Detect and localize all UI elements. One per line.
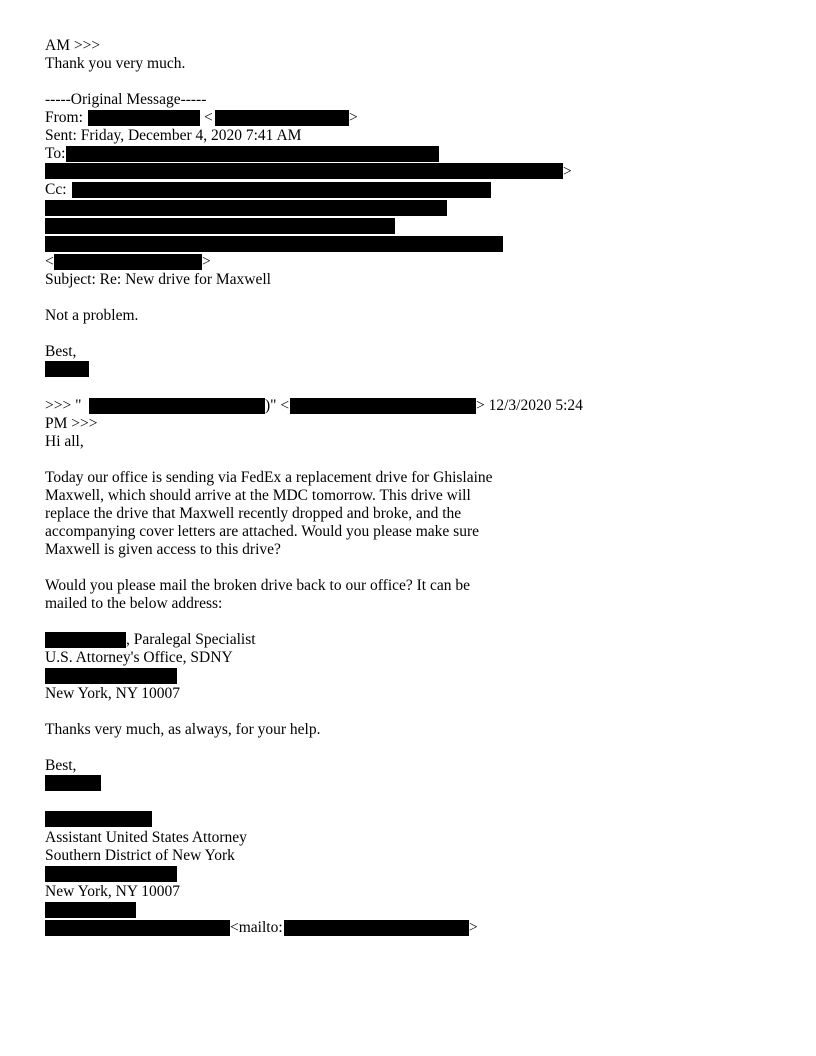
redaction-signoff-name-2: [45, 775, 101, 791]
cc-lt: <: [45, 253, 54, 270]
redaction-cc-3: [45, 218, 395, 234]
redaction-sig-phone: [45, 902, 136, 918]
redaction-cc-2: [45, 200, 447, 216]
quote-time-tail: PM >>>: [45, 415, 98, 432]
thanks-line: Thanks very much, as always, for your help.: [45, 721, 321, 738]
from-lt: <: [204, 109, 213, 126]
redaction-sig-email: [45, 920, 230, 936]
sig-city: New York, NY 10007: [45, 883, 181, 900]
redaction-cc-5: [54, 254, 202, 270]
redaction-address-street: [45, 668, 177, 684]
redaction-quote-name: [89, 398, 265, 414]
signoff-2: Best,: [45, 757, 77, 774]
paragraph-line: Would you please mail the broken drive back to our office? It can be: [45, 577, 470, 594]
redaction-quote-email: [290, 398, 476, 414]
quote-mid: )" <: [265, 397, 290, 414]
redaction-paralegal-name: [45, 632, 126, 648]
paragraph-line: replace the drive that Maxwell recently dropped and broke, and the: [45, 505, 462, 522]
cc-gt: >: [202, 253, 211, 270]
sent-line: Sent: Friday, December 4, 2020 7:41 AM: [45, 127, 302, 144]
header-tail: AM >>>: [45, 37, 101, 54]
sig-district: Southern District of New York: [45, 847, 235, 864]
paragraph-line: Maxwell is given access to this drive?: [45, 541, 281, 558]
address-office: U.S. Attorney's Office, SDNY: [45, 649, 233, 666]
address-title: , Paralegal Specialist: [126, 631, 256, 648]
redaction-mailto-address: [284, 920, 469, 936]
original-message-marker: -----Original Message-----: [45, 91, 207, 108]
reply-thanks: Thank you very much.: [45, 55, 186, 72]
paragraph-line: Maxwell, which should arrive at the MDC tomorrow. This drive will: [45, 487, 471, 504]
address-city: New York, NY 10007: [45, 685, 181, 702]
from-gt: >: [349, 109, 358, 126]
redaction-from-email: [215, 110, 349, 126]
paragraph-line: Today our office is sending via FedEx a replacement drive for Ghislaine: [45, 469, 493, 486]
cc-label: Cc:: [45, 181, 67, 198]
from-label: From:: [45, 109, 83, 126]
reply-body: Not a problem.: [45, 307, 139, 324]
quote-date: > 12/3/2020 5:24: [476, 397, 583, 414]
redaction-cc-1: [72, 182, 491, 198]
to-label: To:: [45, 145, 66, 162]
redaction-sig-name: [45, 811, 152, 827]
sig-title: Assistant United States Attorney: [45, 829, 247, 846]
mailto-close: >: [469, 919, 478, 936]
quote-prefix: >>> ": [45, 397, 82, 414]
redaction-to-1: [66, 146, 439, 162]
redaction-to-2: [45, 163, 563, 179]
subject-line: Subject: Re: New drive for Maxwell: [45, 271, 271, 288]
paragraph-line: mailed to the below address:: [45, 595, 223, 612]
redaction-sig-street: [45, 866, 177, 882]
greeting: Hi all,: [45, 433, 84, 450]
signoff-1: Best,: [45, 343, 77, 360]
redaction-from-name: [88, 110, 200, 126]
redaction-cc-4: [45, 236, 503, 252]
paragraph-line: accompanying cover letters are attached. Would you please make sure: [45, 523, 480, 540]
mailto-label: <mailto:: [230, 919, 283, 936]
to-gt: >: [563, 163, 572, 180]
redaction-signoff-name-1: [45, 361, 89, 377]
